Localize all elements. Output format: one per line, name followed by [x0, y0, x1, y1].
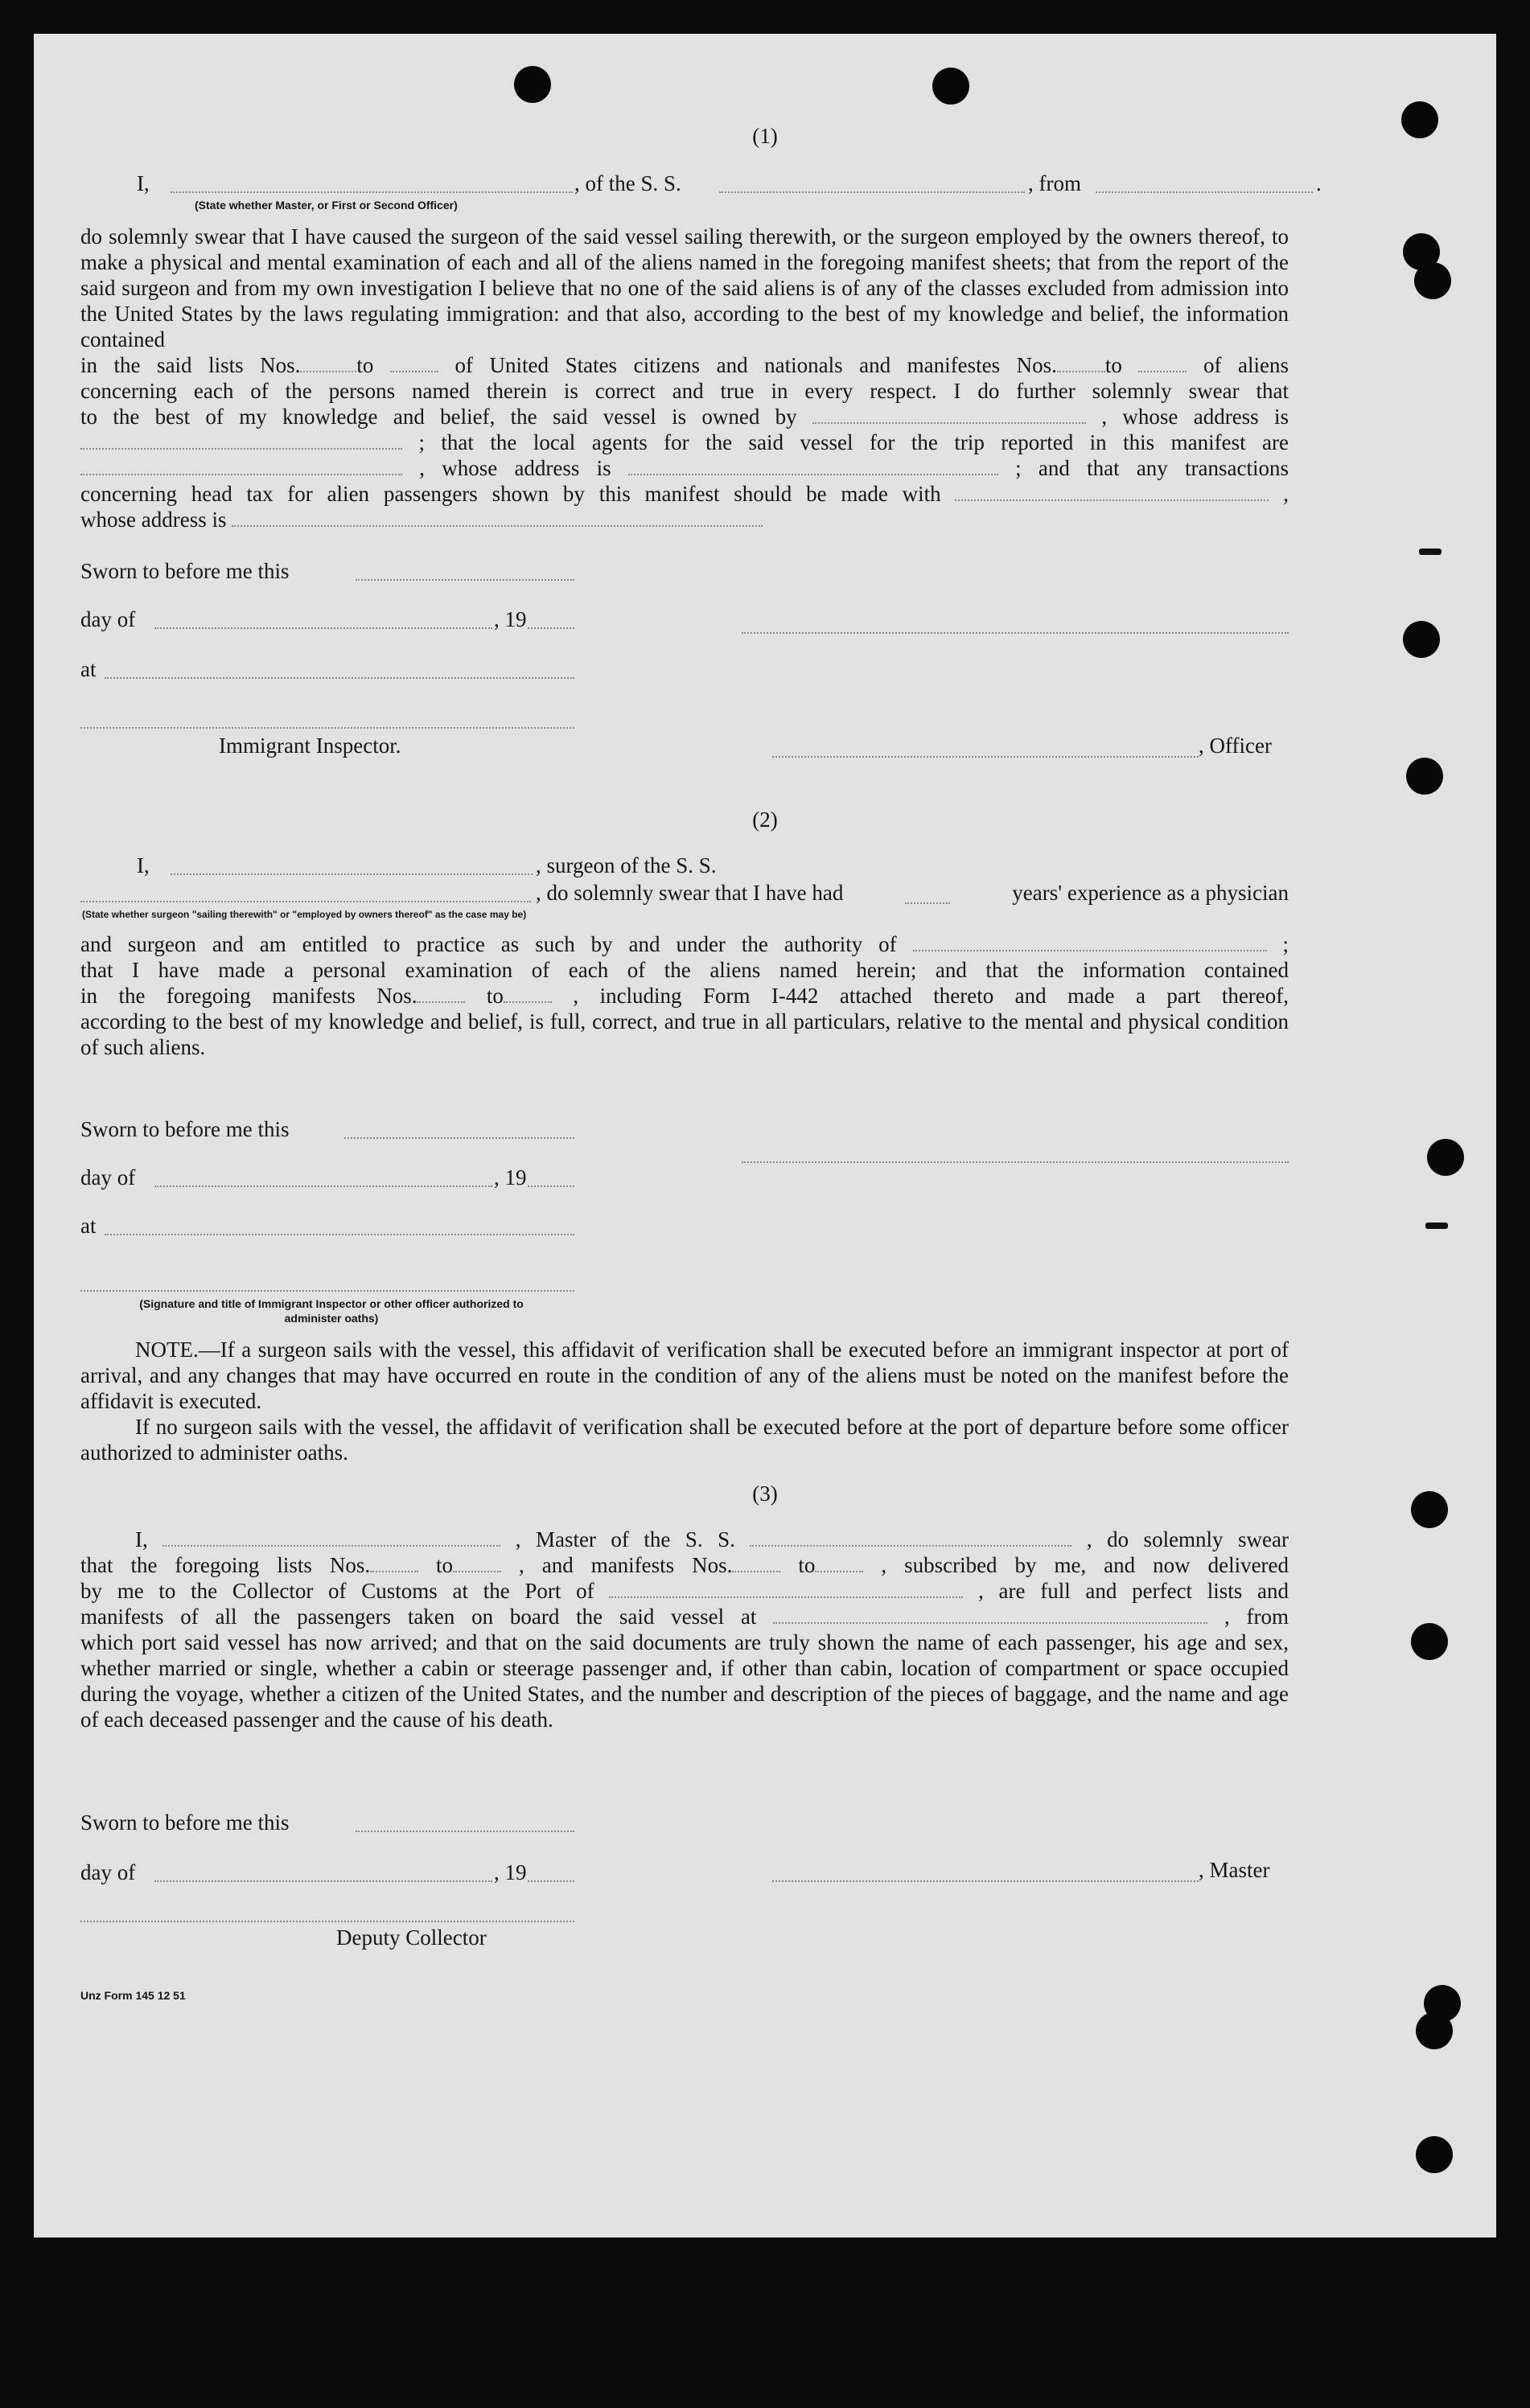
section-1-heading: (1): [752, 124, 778, 148]
s1-officer-title: , Officer: [1199, 733, 1272, 758]
s2-examination-line: that I have made a personal examination of each of the aliens named herein; and that the information contained: [80, 958, 1289, 982]
s1-agents-address-field[interactable]: [628, 456, 998, 475]
s1-at-field[interactable]: [105, 677, 574, 679]
s2-inspector-signature-field[interactable]: [80, 1290, 574, 1292]
s3-master-title: , Master: [1199, 1858, 1270, 1882]
s1-manifest-from-field[interactable]: [1057, 353, 1105, 372]
s2-surgeon-of-ss: , surgeon of the S. S.: [536, 853, 717, 877]
s2-authority-field[interactable]: [913, 932, 1267, 951]
s2-day-field[interactable]: [154, 1186, 492, 1187]
s2-note-paragraph: NOTE.—If a surgeon sails with the vessel, this affidavit of verification shall be executed before an immigrant inspector at port of arrival, and any changes that may have occurred en route in the condition of any of the aliens must be noted on the manifest before the affidavit is executed.: [80, 1338, 1289, 1413]
s1-day-field[interactable]: [154, 627, 492, 629]
s1-from: , from: [1028, 171, 1081, 195]
s2-year-field[interactable]: [528, 1186, 574, 1187]
s1-inspector-title: Immigrant Inspector.: [219, 733, 401, 758]
s2-years-field[interactable]: [905, 885, 950, 904]
punch-mark: [1419, 549, 1442, 555]
s1-year-field[interactable]: [528, 627, 574, 629]
section-3-heading: (3): [752, 1481, 778, 1506]
s3-boarded-line: manifests of all the passengers taken on board the said vessel at , from: [80, 1605, 1289, 1629]
s2-signature-caption: (Signature and title of Immigrant Inspector or other officer authorized to administer oaths): [139, 1297, 524, 1325]
s1-officer-signature-field[interactable]: [772, 756, 1199, 758]
binder-hole: [1411, 1623, 1448, 1660]
binder-hole: [1416, 2012, 1453, 2049]
s1-i: I,: [137, 171, 150, 195]
s3-master-line: I, , Master of the S. S. , do solemnly swear: [135, 1527, 1289, 1551]
s1-concerning-line: concerning each of the persons named therein is correct and true in every respect. I do further solemnly swear that: [80, 379, 1289, 403]
s3-list-to-field[interactable]: [453, 1553, 501, 1572]
binder-hole: [514, 66, 551, 103]
s2-surgeon-signature-field[interactable]: [742, 1161, 1289, 1163]
s1-vessel-field[interactable]: [719, 191, 1025, 193]
section-2-heading: (2): [752, 807, 778, 832]
s1-headtax-line: concerning head tax for alien passengers shown by this manifest should be made with ,: [80, 482, 1289, 506]
s1-agents-field[interactable]: [80, 456, 402, 475]
s3-master-signature-field[interactable]: [772, 1880, 1199, 1882]
s2-notes: [80, 1337, 1289, 1465]
s2-dayof-label: day of: [80, 1165, 136, 1190]
s2-i: I,: [137, 853, 150, 877]
s3-lists-line: that the foregoing lists Nos. to , and manifests Nos. to , subscribed by me, and now delivered: [80, 1553, 1289, 1577]
manifest-affidavit-page: [34, 34, 1496, 2237]
s2-sworn-field[interactable]: [344, 1137, 574, 1139]
s3-manifest-to-field[interactable]: [815, 1553, 863, 1572]
s1-from-field[interactable]: [1096, 191, 1313, 193]
s2-at-label: at: [80, 1214, 97, 1238]
s1-paragraph: do solemnly swear that I have caused the surgeon of the said vessel sailing therewith, or the surgeon employed by the owners thereof, to make a physical and mental examination of each and all of the aliens named in the foregoing manifest sheets; that from the report of the said surgeon and from my own investigation I believe that no one of the said aliens is of any of the classes excluded from admission into the United States by the laws regulating immigration: and that also, according to the best of my knowledge and belief, the information contained: [80, 224, 1289, 351]
s1-owner-field[interactable]: [812, 405, 1086, 424]
s1-lists-line: in the said lists Nos. to of United States citizens and nationals and manifestes Nos. to of aliens: [80, 353, 1289, 377]
s1-year-label: , 19: [494, 607, 527, 631]
s2-sworn-label: Sworn to before me this: [80, 1117, 290, 1141]
s3-port-line: by me to the Collector of Customs at the Port of , are full and perfect lists and: [80, 1579, 1289, 1603]
s2-manifest-to-field[interactable]: [504, 984, 552, 1003]
s2-capacity-caption: (State whether surgeon "sailing therewith" or "employed by owners thereof" as the case may be): [82, 909, 527, 920]
s2-at-field[interactable]: [105, 1234, 574, 1235]
s2-authority-line: and surgeon and am entitled to practice as such by and under the authority of ;: [80, 932, 1289, 956]
s3-body: [80, 1527, 1289, 1732]
s1-agents-line: ; that the local agents for the said vessel for the trip reported in this manifest are: [80, 429, 1289, 455]
s3-vessel-field[interactable]: [750, 1527, 1071, 1547]
binder-hole: [1416, 2136, 1453, 2173]
s1-period: .: [1316, 171, 1322, 195]
s1-officer-field[interactable]: [171, 191, 573, 193]
s3-sworn-field[interactable]: [356, 1831, 574, 1832]
s1-agents-address-line: , whose address is ; and that any transactions: [80, 455, 1289, 481]
s3-list-from-field[interactable]: [370, 1553, 418, 1572]
s2-manifest-from-field[interactable]: [417, 984, 465, 1003]
s2-surgeon-name-field[interactable]: [171, 873, 533, 875]
s3-master-name-field[interactable]: [162, 1527, 500, 1547]
s2-note2-paragraph: If no surgeon sails with the vessel, the affidavit of verification shall be executed before at the port of departure before some officer authorized to administer oaths.: [80, 1415, 1289, 1465]
binder-hole: [1403, 621, 1440, 658]
s3-day-field[interactable]: [154, 1880, 492, 1882]
binder-hole: [932, 68, 969, 105]
s3-boarding-port-field[interactable]: [773, 1605, 1207, 1624]
s1-sworn-label: Sworn to before me this: [80, 559, 290, 583]
s1-list-to-field[interactable]: [390, 353, 438, 372]
s1-officer-caption: (State whether Master, or First or Second Officer): [195, 199, 458, 212]
s1-headtax-field[interactable]: [955, 482, 1269, 501]
s3-sworn-label: Sworn to before me this: [80, 1810, 290, 1835]
s3-year-label: , 19: [494, 1860, 527, 1884]
s3-dayof-label: day of: [80, 1860, 136, 1884]
s2-manifests-line: in the foregoing manifests Nos. to , including Form I-442 attached thereto and made a part thereof,: [80, 984, 1289, 1008]
s1-at-label: at: [80, 657, 97, 681]
s3-year-field[interactable]: [528, 1880, 574, 1882]
s3-deputy-title: Deputy Collector: [336, 1925, 487, 1950]
s2-swear-line: , do solemnly swear that I have had years' experience as a physician: [536, 881, 1289, 905]
form-identifier: Unz Form 145 12 51: [80, 1989, 186, 2002]
s2-body: [80, 931, 1289, 1060]
s1-manifest-to-field[interactable]: [1138, 353, 1187, 372]
s3-deputy-signature-field[interactable]: [80, 1921, 574, 1922]
s3-port-field[interactable]: [609, 1579, 963, 1598]
s1-dayof-label: day of: [80, 607, 136, 631]
s1-headtax-address-field[interactable]: [232, 507, 763, 527]
s2-belief-paragraph: according to the best of my knowledge and belief, is full, correct, and true in all particulars, relative to the mental and physical condition of such aliens.: [80, 1009, 1289, 1059]
s1-owner-line: to the best of my knowledge and belief, the said vessel is owned by , whose address is: [80, 405, 1289, 429]
s1-officer-signature-line-top[interactable]: [742, 632, 1289, 634]
binder-hole: [1406, 758, 1443, 795]
s1-body: [80, 224, 1289, 532]
s2-year-label: , 19: [494, 1165, 527, 1190]
s2-capacity-field[interactable]: [80, 901, 531, 902]
binder-hole: [1414, 262, 1451, 299]
s1-inspector-signature-field[interactable]: [80, 727, 574, 729]
s1-list-from-field[interactable]: [300, 353, 356, 372]
binder-hole: [1427, 1139, 1464, 1176]
s3-manifest-from-field[interactable]: [732, 1553, 780, 1572]
s1-whose-address-line: whose address is: [80, 507, 1289, 532]
s1-owner-address-field[interactable]: [80, 430, 402, 450]
s1-sworn-field[interactable]: [356, 579, 574, 581]
s3-paragraph: which port said vessel has now arrived; and that on the said documents are truly shown the name of each passenger, his age and sex, whether married or single, whether a cabin or steerage passenger and, if other than cabin, location of compartment or space occupied during the voyage, whether a citizen of the United States, and the number and description of the pieces of baggage, and the name and age of each deceased passenger and the cause of his death.: [80, 1630, 1289, 1732]
s1-of-ss: , of the S. S.: [574, 171, 681, 195]
punch-mark: [1425, 1222, 1448, 1229]
